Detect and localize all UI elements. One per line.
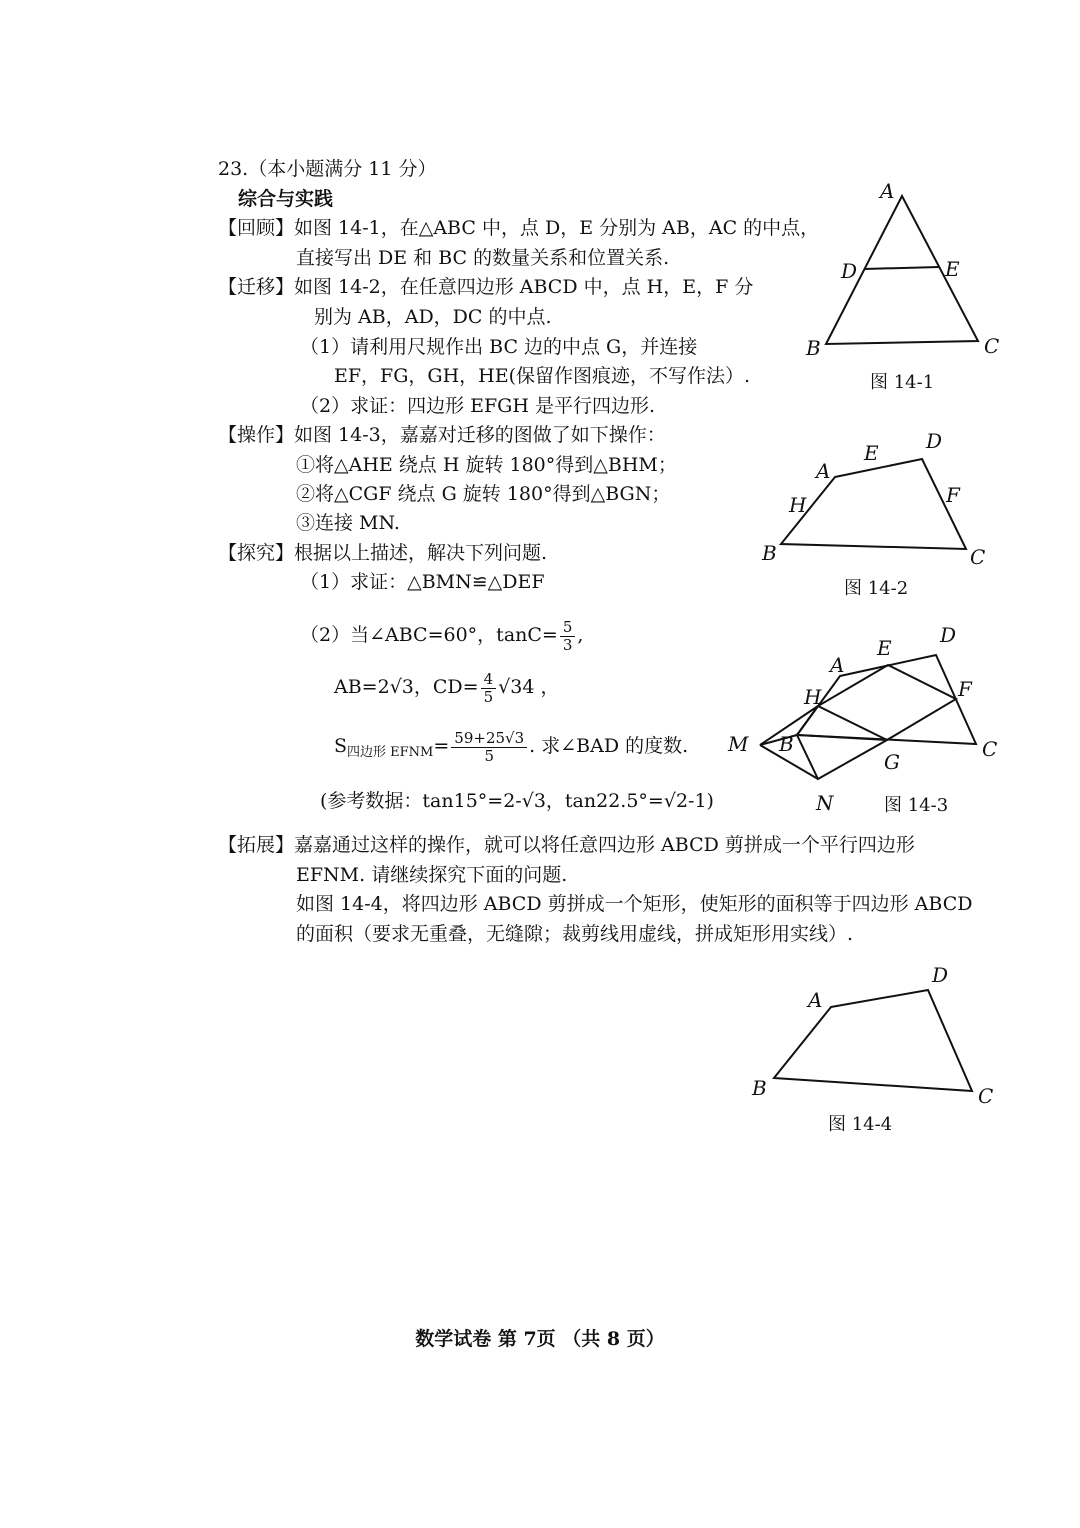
- cd-root: √34 ，: [498, 676, 560, 698]
- explore-line-1: 【探究】根据以上描述，解决下列问题.: [218, 542, 548, 564]
- area-numerator: 59+25√3: [451, 730, 527, 748]
- fig3-label-m: M: [728, 732, 749, 756]
- cd-denominator: 5: [483, 687, 494, 706]
- fig1-label-c: C: [984, 334, 1000, 358]
- fig3-label-d: D: [940, 623, 957, 647]
- fig3-label-a: A: [830, 653, 845, 677]
- fig2-label-a: A: [816, 459, 831, 483]
- fig2-label-c: C: [970, 545, 986, 569]
- fig3-label-e: E: [877, 636, 892, 660]
- transfer-line-2: 别为 AB，AD，DC 的中点.: [314, 306, 552, 328]
- problem-header: 23.（本小题满分 11 分）: [218, 158, 437, 180]
- fig1-label-a: A: [880, 179, 895, 203]
- fig4-label-a: A: [808, 988, 823, 1012]
- extend-line-2: EFNM. 请继续探究下面的问题.: [296, 864, 568, 886]
- fig2-label-h: H: [789, 493, 807, 517]
- fig2-label-d: D: [926, 429, 943, 453]
- area-suffix: . 求∠BAD 的度数.: [529, 735, 689, 757]
- fig4-label-b: B: [752, 1076, 767, 1100]
- operation-step-3: ③连接 MN.: [296, 512, 400, 534]
- operation-line-1: 【操作】如图 14-3，嘉嘉对迁移的图做了如下操作：: [218, 424, 666, 446]
- section-title: 综合与实践: [238, 188, 334, 210]
- fig1-label-d: D: [841, 259, 858, 283]
- fig4-quadrilateral-abcd: [774, 990, 972, 1091]
- page-footer: 数学试卷 第 7页 （共 8 页）: [415, 1328, 665, 1350]
- extend-line-1: 【拓展】嘉嘉通过这样的操作，就可以将任意四边形 ABCD 剪拼成一个平行四边形: [218, 834, 915, 856]
- fig4-label-d: D: [932, 963, 949, 987]
- explore-question-1: （1）求证：△BMN≌△DEF: [300, 571, 545, 593]
- reference-data: (参考数据：tan15°=2-√3，tan22.5°=√2-1): [320, 790, 714, 812]
- ab-cd-text: AB=2√3，CD=: [334, 676, 479, 698]
- extend-line-3: 如图 14-4，将四边形 ABCD 剪拼成一个矩形，使矩形的面积等于四边形 ABCD: [296, 893, 973, 915]
- transfer-question-1-line-2: EF，FG，GH，HE(保留作图痕迹，不写作法）.: [334, 365, 751, 387]
- transfer-line-1: 【迁移】如图 14-2，在任意四边形 ABCD 中，点 H，E，F 分: [218, 276, 754, 298]
- fig3-label-n: N: [816, 791, 834, 815]
- explore-question-2-comma: ,: [577, 624, 584, 646]
- fig4-label-c: C: [978, 1084, 994, 1108]
- operation-step-2: ②将△CGF 绕点 G 旋转 180°得到△BGN；: [296, 483, 671, 505]
- operation-step-1: ①将△AHE 绕点 H 旋转 180°得到△BHM；: [296, 454, 677, 476]
- fig1-caption: 图 14-1: [870, 372, 935, 393]
- fig3-label-f: F: [958, 677, 972, 701]
- fig2-caption: 图 14-2: [844, 578, 909, 599]
- extend-line-4: 的面积（要求无重叠，无缝隙；裁剪线用虚线，拼成矩形用实线）.: [296, 923, 854, 945]
- cd-numerator: 4: [481, 671, 497, 689]
- fig2-label-e: E: [864, 441, 879, 465]
- review-line-1: 【回顾】如图 14-1，在△ABC 中，点 D，E 分别为 AB，AC 的中点，: [218, 217, 820, 239]
- fig3-label-h: H: [804, 685, 822, 709]
- fig2-label-b: B: [762, 541, 777, 565]
- fig3-label-g: G: [884, 750, 900, 774]
- fig3-caption: 图 14-3: [884, 795, 949, 816]
- area-subscript: 四边形 EFNM: [347, 745, 434, 760]
- fig1-label-e: E: [945, 257, 960, 281]
- transfer-question-2: （2）求证：四边形 EFGH 是平行四边形.: [300, 395, 656, 417]
- fig4-caption: 图 14-4: [828, 1114, 893, 1135]
- tanC-denominator: 3: [562, 635, 573, 654]
- review-line-2: 直接写出 DE 和 BC 的数量关系和位置关系.: [296, 247, 670, 269]
- transfer-question-1-line-1: （1）请利用尺规作出 BC 边的中点 G，并连接: [300, 336, 698, 358]
- area-denominator: 5: [484, 746, 494, 765]
- fig3-label-c: C: [982, 737, 998, 761]
- fig3-label-b: B: [779, 732, 794, 756]
- fig1-label-b: B: [806, 336, 821, 360]
- explore-question-2-prefix: （2）当∠ABC=60°，tanC=: [300, 624, 558, 646]
- fig2-label-f: F: [946, 483, 960, 507]
- area-equals: =: [433, 735, 450, 757]
- tanC-numerator: 5: [560, 619, 576, 637]
- area-symbol: S: [334, 735, 348, 757]
